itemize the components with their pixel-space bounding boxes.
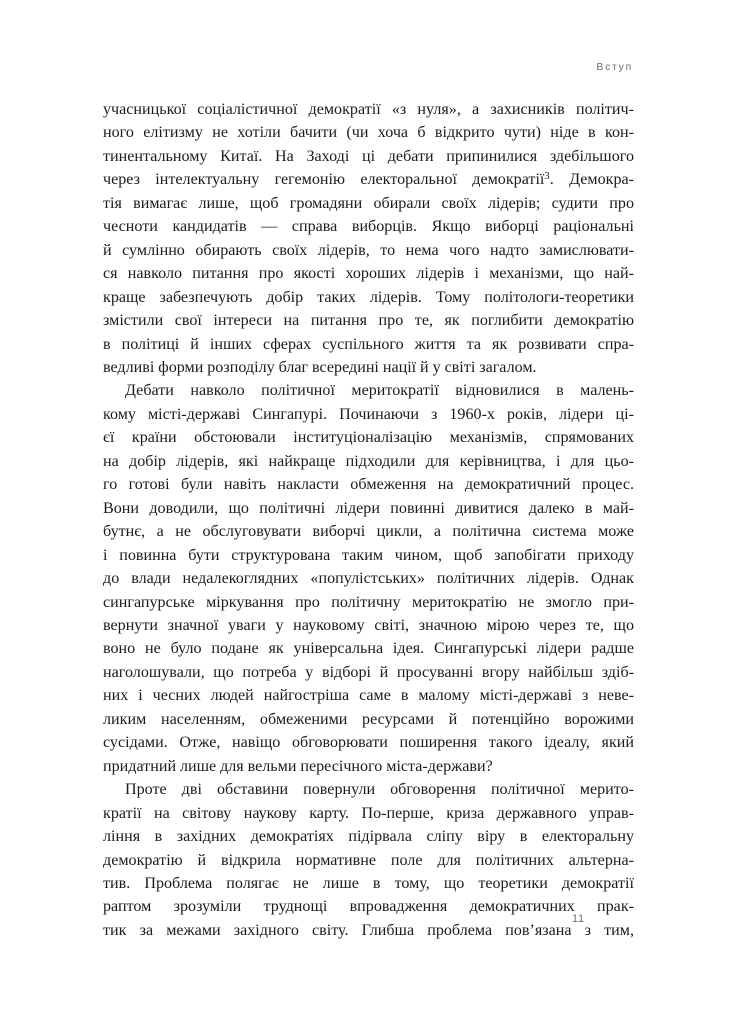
text-line: кому місті-державі Сингапурі. Починаючи з 1960-х років, лідери ці- <box>103 405 634 423</box>
text-line: раптом зрозуміли труднощі впровадження демократичних прак- <box>103 898 634 916</box>
text-line: в політиці й інших сферах суспільного життя та як розвивати спра- <box>103 335 634 353</box>
paragraph-two-circumstances <box>103 778 634 942</box>
text-line-segment-tail: . Демокра- <box>549 171 634 189</box>
text-line: сингапурське міркування про політичну меритократію не змогло при- <box>103 593 634 611</box>
body-text-column <box>103 98 634 942</box>
text-line: єї країни обстоювали інституціоналізацію механізмів, спрямованих <box>103 429 634 447</box>
text-line: го готові були навіть накласти обмеження на демократичний процес. <box>103 476 634 494</box>
page-number: 11 <box>572 913 585 925</box>
text-line: Дебати навколо політичної меритократії відновилися в малень- <box>125 382 634 400</box>
text-line: бутнє, а не обслуговувати виборчі цикли, а політична система може <box>103 523 634 541</box>
text-line: демократію й відкрила нормативне поле для політичних альтерна- <box>103 851 634 869</box>
oldstyle-figures: 1960 <box>449 405 482 423</box>
text-line: Вони доводили, що політичні лідери повинні дивитися далеко в май- <box>103 499 634 517</box>
text-line: ведливі форми розподілу благ всередині нації й у світі загалом. <box>103 358 537 376</box>
text-line: краще забезпечують добір таких лідерів. Тому політологи-теоретики <box>103 288 634 306</box>
text-line: придатний лише для вельми пересічного міста-держави? <box>103 757 493 775</box>
text-line: на добір лідерів, які найкраще підходили для керівництва, і для цьо- <box>103 452 634 470</box>
text-line: кратії на світову наукову карту. По-перше, криза державного управ- <box>103 804 634 822</box>
running-header: Вступ <box>596 61 633 73</box>
text-line: наголошували, що потреба у відборі й просуванні вгору найбільш здіб- <box>103 663 634 681</box>
text-line: вернути значної уваги у науковому світі, значною мірою через те, що <box>103 616 634 634</box>
text-line: Проте дві обставини повернули обговорення політичної мерито- <box>125 781 634 799</box>
paragraph-continued <box>103 98 634 379</box>
text-line: учасницької соціалістичної демократії «з нуля», а захисників політич- <box>103 101 634 118</box>
text-line: ликим населенням, обмеженими ресурсами й потенційно ворожими <box>103 710 634 728</box>
text-line: тик за межами західного світу. Глибша проблема пов’язана з тим, <box>103 921 634 939</box>
text-line: ління в західних демократіях підірвала сліпу віру в електоральну <box>103 828 634 846</box>
text-line: змістили свої інтереси на питання про те, як поглибити демократію <box>103 312 634 330</box>
text-line: ного елітизму не хотіли бачити (чи хоча б відкрито чути) ніде в кон- <box>103 124 634 142</box>
text-line-with-footnote <box>103 168 634 191</box>
text-line: сусідами. Отже, навіщо обговорювати поширення такого ідеалу, який <box>103 734 634 752</box>
text-line-segment: через інтелектуальну гегемонію електоральної демократії <box>103 171 545 189</box>
paragraph-singapore <box>103 379 634 778</box>
text-line: тив. Проблема полягає не лише в тому, що теоретики демократії <box>103 874 634 892</box>
text-line: і повинна бути структурована таким чином, щоб запобігати приходу <box>103 546 634 564</box>
text-line: до влади недалекоглядних «популістських» політичних лідерів. Однак <box>103 570 634 588</box>
text-line: тія вимагає лише, щоб громадяни обирали своїх лідерів; судити про <box>103 194 634 212</box>
text-line: тинентальному Китаї. На Заході ці дебати припинилися здебільшого <box>103 147 634 165</box>
text-line: чесноти кандидатів — справа виборців. Якщо виборці раціональні <box>103 218 634 236</box>
text-line: ся навколо питання про якості хороших лідерів і механізми, що най- <box>103 265 634 283</box>
footnote-marker: 3 <box>544 171 550 183</box>
text-line: них і чесних людей найгостріша саме в малому місті-державі з неве- <box>103 687 634 705</box>
text-line: й сумлінно обирають своїх лідерів, то нема чого надто замислювати- <box>103 241 634 259</box>
text-line: воно не було подане як універсальна ідея. Сингапурські лідери радше <box>103 640 634 658</box>
